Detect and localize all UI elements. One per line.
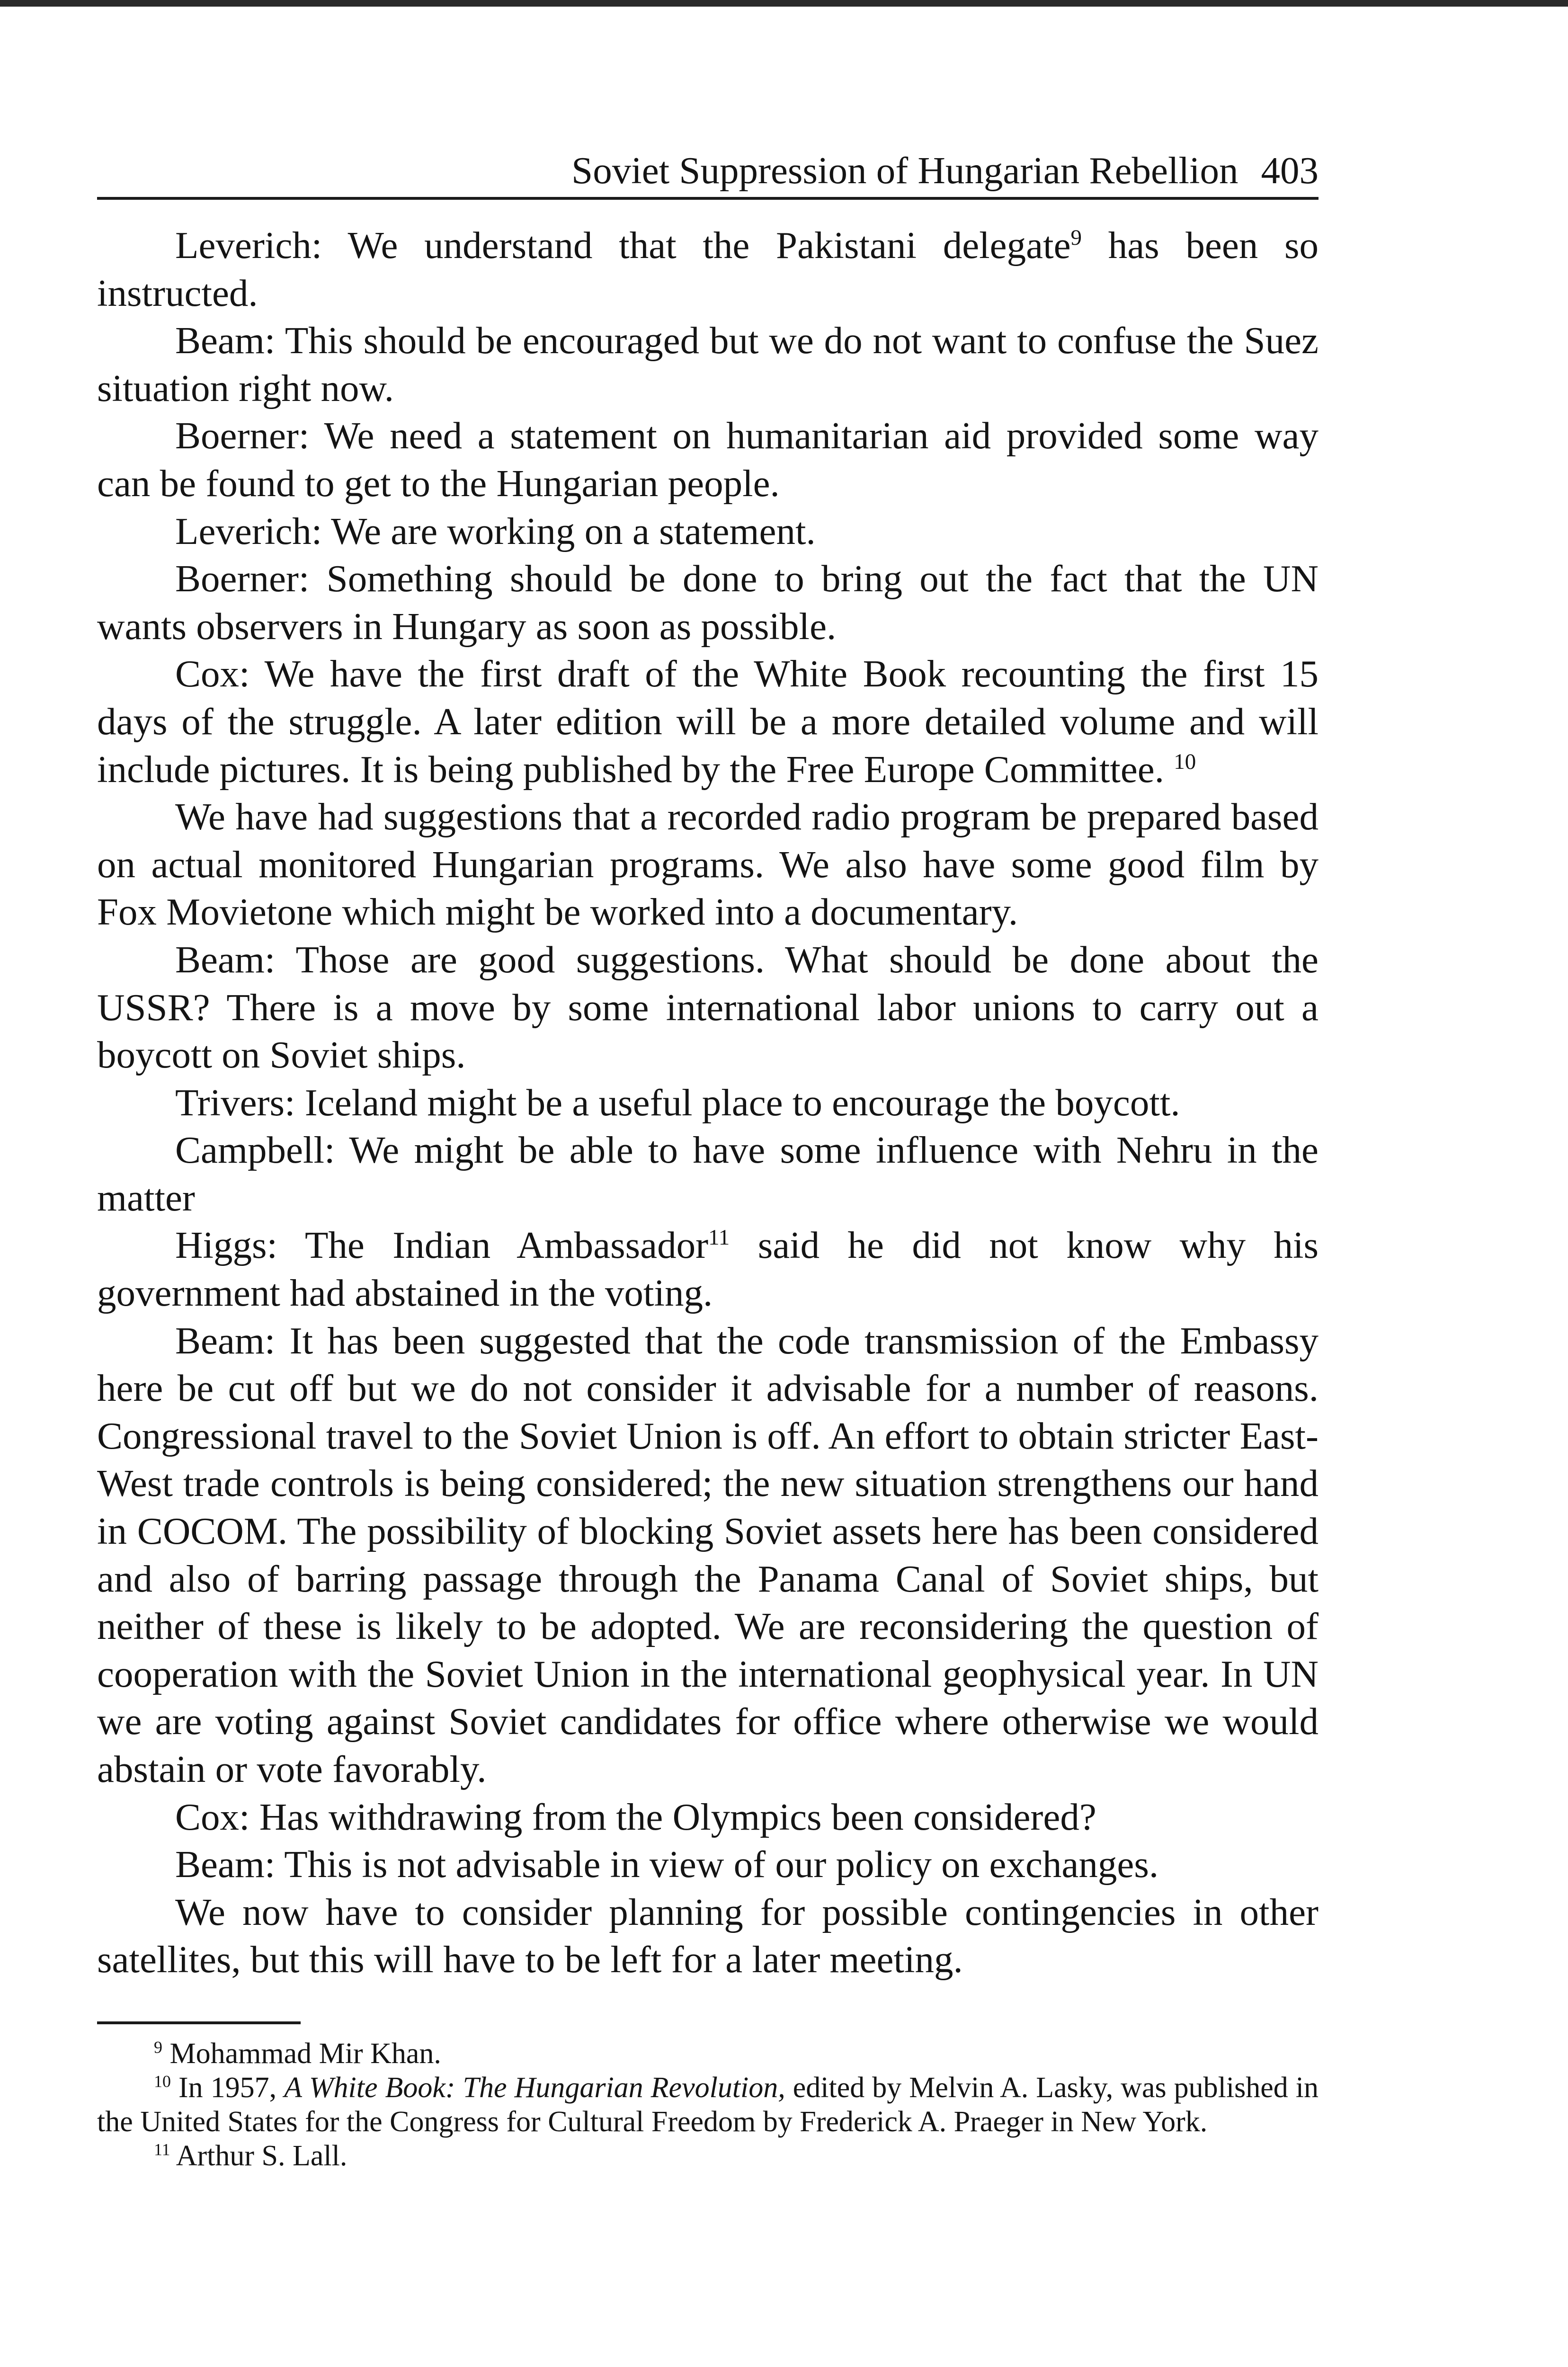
footnote-ref: 11 bbox=[708, 1225, 730, 1250]
paragraph: Beam: Those are good suggestions. What should be done about the USSR? There is a move by some international labor unions to carry out a boycott on Soviet ships. bbox=[97, 938, 1319, 1077]
paragraph: We have had suggestions that a recorded radio program be prepared based on actual monitored Hungarian programs. We also have some good film by Fox Movietone which might be worked into a documentary. bbox=[97, 795, 1319, 934]
footnote-ref: 9 bbox=[1070, 225, 1082, 250]
paragraph: Higgs: The Indian Ambassador$^{11}$ said he did not know why his government had abstained in the voting. bbox=[97, 1224, 1319, 1315]
running-head-title: Soviet Suppression of Hungarian Rebellion bbox=[571, 149, 1238, 192]
footnote: $^{11}$ Arthur S. Lall. bbox=[154, 2139, 347, 2172]
paragraph: We now have to consider planning for possible contingencies in other satellites, but this will have to be left for a later meeting. bbox=[97, 1890, 1319, 1981]
page-number: 403 bbox=[1261, 149, 1319, 192]
paragraph: Cox: We have the first draft of the White Book recounting the first 15 days of the struggle. A later edition will be a more detailed volume and will include pictures. It is being published by the Free Europe Committee. $^{10}$ bbox=[97, 652, 1319, 791]
footnote-divider bbox=[97, 2021, 301, 2024]
document-page bbox=[97, 147, 1319, 2173]
running-head bbox=[97, 147, 1319, 200]
footnote-number: 10 bbox=[154, 2072, 171, 2091]
footnote: $^9$ Mohammad Mir Khan. bbox=[154, 2037, 441, 2070]
paragraph: Boerner: Something should be done to bring out the fact that the UN wants observers in Hungary as soon as possible. bbox=[97, 557, 1319, 648]
paragraph: Beam: It has been suggested that the code transmission of the Embassy here be cut off but we do not consider it advisable for a number of reasons. Congressional travel to the Soviet Union is off. An effort to obtain stricter East-West trade controls is being considered; the new situation strengthens our hand in COCOM. The possibility of blocking Soviet assets here has been considered and also of barring passage through the Panama Canal of Soviet ships, but neither of these is likely to be adopted. We are reconsidering the question of cooperation with the Soviet Union in the international geophysical year. In UN we are voting against Soviet candidates for office where otherwise we would abstain or vote favorably. bbox=[97, 1319, 1319, 1790]
footnote-number: 9 bbox=[154, 2038, 162, 2057]
paragraph: Beam: This is not advisable in view of our policy on exchanges. bbox=[175, 1843, 1159, 1886]
paragraph: Beam: This should be encouraged but we do not want to confuse the Suez situation right now. bbox=[97, 319, 1319, 409]
scan-top-edge bbox=[0, 0, 1568, 7]
paragraph: Leverich: We are working on a statement. bbox=[175, 509, 816, 552]
footnote-number: 11 bbox=[154, 2140, 170, 2159]
paragraph: Boerner: We need a statement on humanitarian aid provided some way can be found to get to the Hungarian people. bbox=[97, 414, 1319, 505]
paragraph: Leverich: We understand that the Pakistani delegate$^9$ has been so instructed. bbox=[97, 224, 1319, 314]
body-text bbox=[97, 222, 1319, 1984]
footnote-ref: 10 bbox=[1174, 749, 1196, 774]
footnote: $^{10}$ In 1957, A White Book: The Hungarian Revolution, edited by Melvin A. Lasky, was published in the United States for the Congress for Cultural Freedom by Frederick A. Praeger in New York. bbox=[97, 2071, 1319, 2138]
paragraph: Trivers: Iceland might be a useful place to encourage the boycott. bbox=[175, 1081, 1180, 1124]
paragraph: Campbell: We might be able to have some influence with Nehru in the matter bbox=[97, 1129, 1319, 1219]
footnotes bbox=[97, 2037, 1319, 2173]
footnote-title: A White Book: The Hungarian Revolution, bbox=[284, 2071, 785, 2104]
paragraph: Cox: Has withdrawing from the Olympics been considered? bbox=[175, 1795, 1096, 1838]
